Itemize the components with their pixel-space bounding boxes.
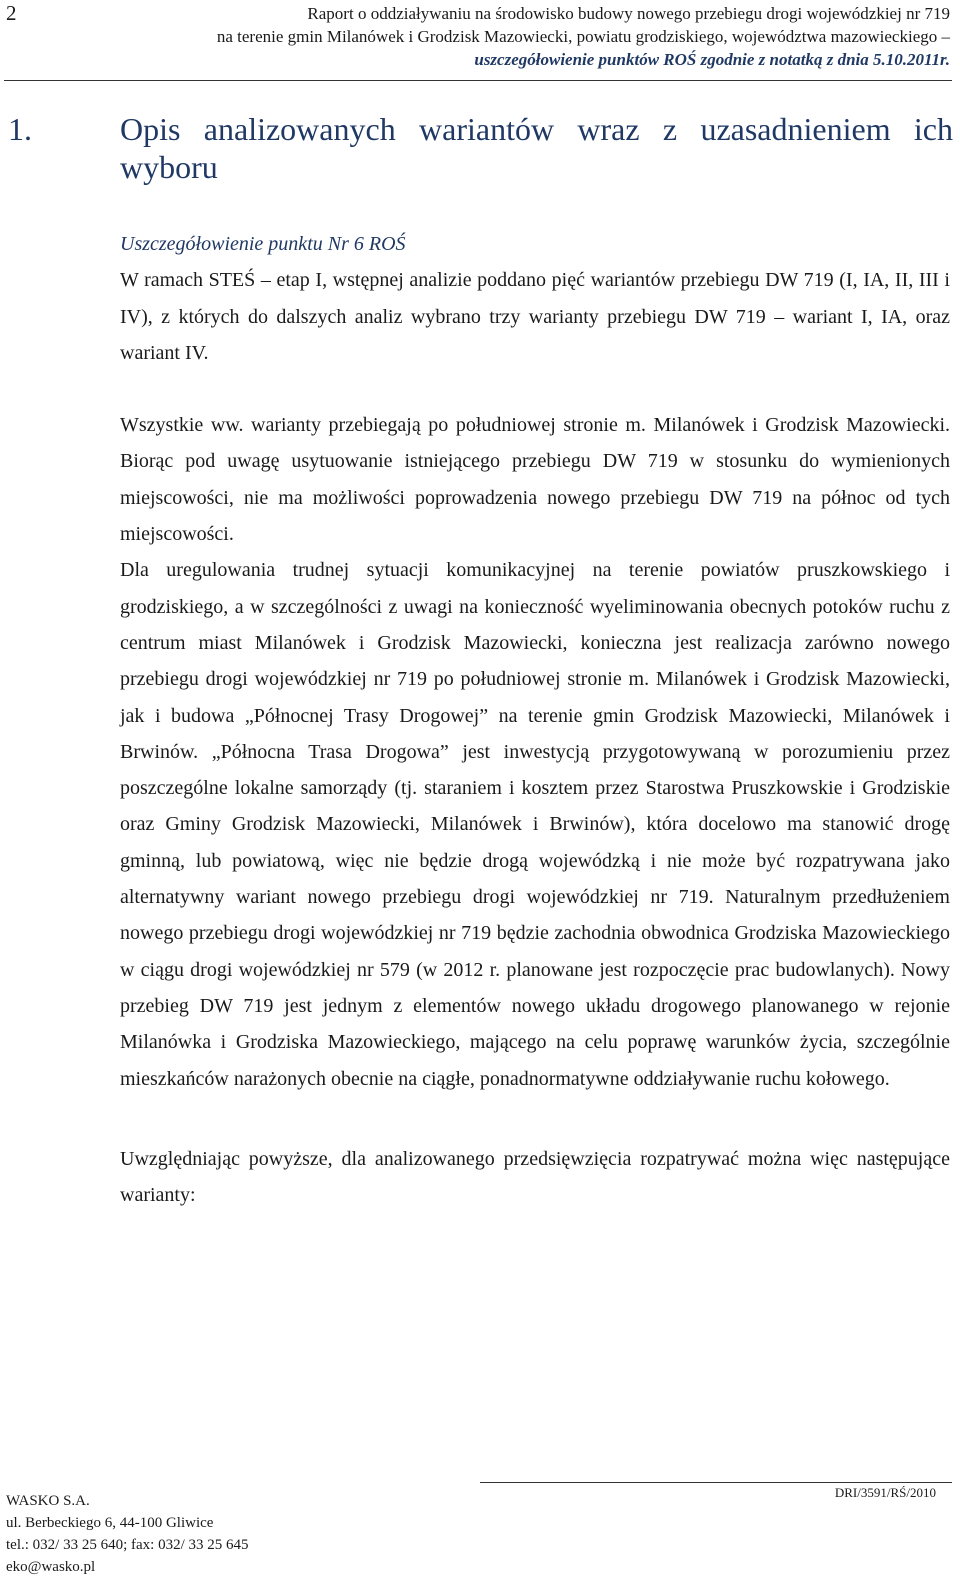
footer-address: ul. Berbeckiego 6, 44-100 Gliwice (6, 1515, 214, 1531)
footer-contact (6, 1490, 248, 1578)
paragraph-spacer (120, 1097, 950, 1141)
document-body (120, 226, 950, 1213)
footer-divider (480, 1482, 952, 1483)
paragraph-1: W ramach STEŚ – etap I, wstępnej analizie poddano pięć wariantów przebiegu DW 719 (I, IA, II, III i IV), z których do dalszych analiz wybrano trzy warianty przebiegu DW 719 – wariant I, IA, oraz wariant IV. (120, 269, 950, 364)
footer-company: WASKO S.A. (6, 1493, 90, 1509)
header-divider (4, 80, 952, 81)
header-line-2: na terenie gmin Milanówek i Grodzisk Mazowiecki, powiatu grodziskiego, województwa mazowieckiego – (216, 27, 950, 46)
document-header (60, 2, 950, 71)
paragraph-4: Uwzględniając powyższe, dla analizowanego przedsięwzięcia rozpatrywać można więc następujące warianty: (120, 1147, 950, 1207)
header-line-1: Raport o oddziaływaniu na środowisko budowy nowego przebiegu drogi wojewódzkiej nr 719 (307, 4, 950, 23)
paragraph-3: Dla uregulowania trudnej sytuacji komunikacyjnej na terenie powiatów pruszkowskiego i grodziskiego, a w szczególności z uwagi na konieczność wyeliminowania obecnych potoków ruchu z centrum miast Milanówek i Grodzisk Mazowiecki, konieczna jest realizacja zarówno nowego przebiegu drogi wojewódzkiej nr 719 po południowej stronie m. Milanówek i Grodzisk Mazowiecki, jak i budowa „Północnej Trasy Drogowej” na terenie gmin Grodzisk Mazowiecki, Milanówek i Brwinów. „Północna Trasa Drogowa” jest inwestycją przygotowywaną w porozumieniu przez poszczególne lokalne samorządy (tj. staraniem i kosztem przez Starostwa Pruszkowskie i Grodziskie oraz Gminy Grodzisk Mazowiecki, Milanówek i Brwinów), która docelowo ma stanowić drogę gminną, lub powiatową, więc nie będzie drogą wojewódzką i nie może być rozpatrywana jako alternatywny wariant nowego przebiegu drogi wojewódzkiej nr 719. Naturalnym przedłużeniem nowego przebiegu drogi wojewódzkiej nr 719 będzie zachodnia obwodnica Grodziska Mazowieckiego w ciągu drogi wojewódzkiej nr 579 (w 2012 r. planowane jest rozpoczęcie prac budowlanych). Nowy przebieg DW 719 jest jednym z elementów nowego układu drogowego planowanego w rejonie Milanówka i Grodziska Mazowieckiego, mającego na celu poprawę warunków życia, szczególnie mieszkańców narażonych obecnie na ciągłe, ponadnormatywne oddziaływanie ruchu kołowego. (120, 559, 950, 1090)
footer-email: eko@wasko.pl (6, 1559, 96, 1575)
subheading: Uszczegółowienie punktu Nr 6 ROŚ (120, 233, 406, 255)
paragraph-spacer (120, 371, 950, 407)
section-number: 1. (8, 111, 32, 147)
page-number: 2 (6, 1, 17, 25)
footer-phone: tel.: 032/ 33 25 640; fax: 032/ 33 25 645 (6, 1537, 249, 1553)
footer-doc-reference: DRI/3591/RŚ/2010 (834, 1485, 936, 1500)
paragraph-2: Wszystkie ww. warianty przebiegają po południowej stronie m. Milanówek i Grodzisk Mazowiecki. Biorąc pod uwagę usytuowanie istniejącego przebiegu DW 719 w stosunku do wymienionych miejscowości, nie ma możliwości poprowadzenia nowego przebiegu DW 719 na północ od tych miejscowości. (120, 414, 950, 546)
header-line-3: uszczegółowienie punktów ROŚ zgodnie z notatką z dnia 5.10.2011r. (474, 50, 950, 69)
section-title: Opis analizowanych wariantów wraz z uzasadnieniem ich wyboru (120, 111, 953, 185)
